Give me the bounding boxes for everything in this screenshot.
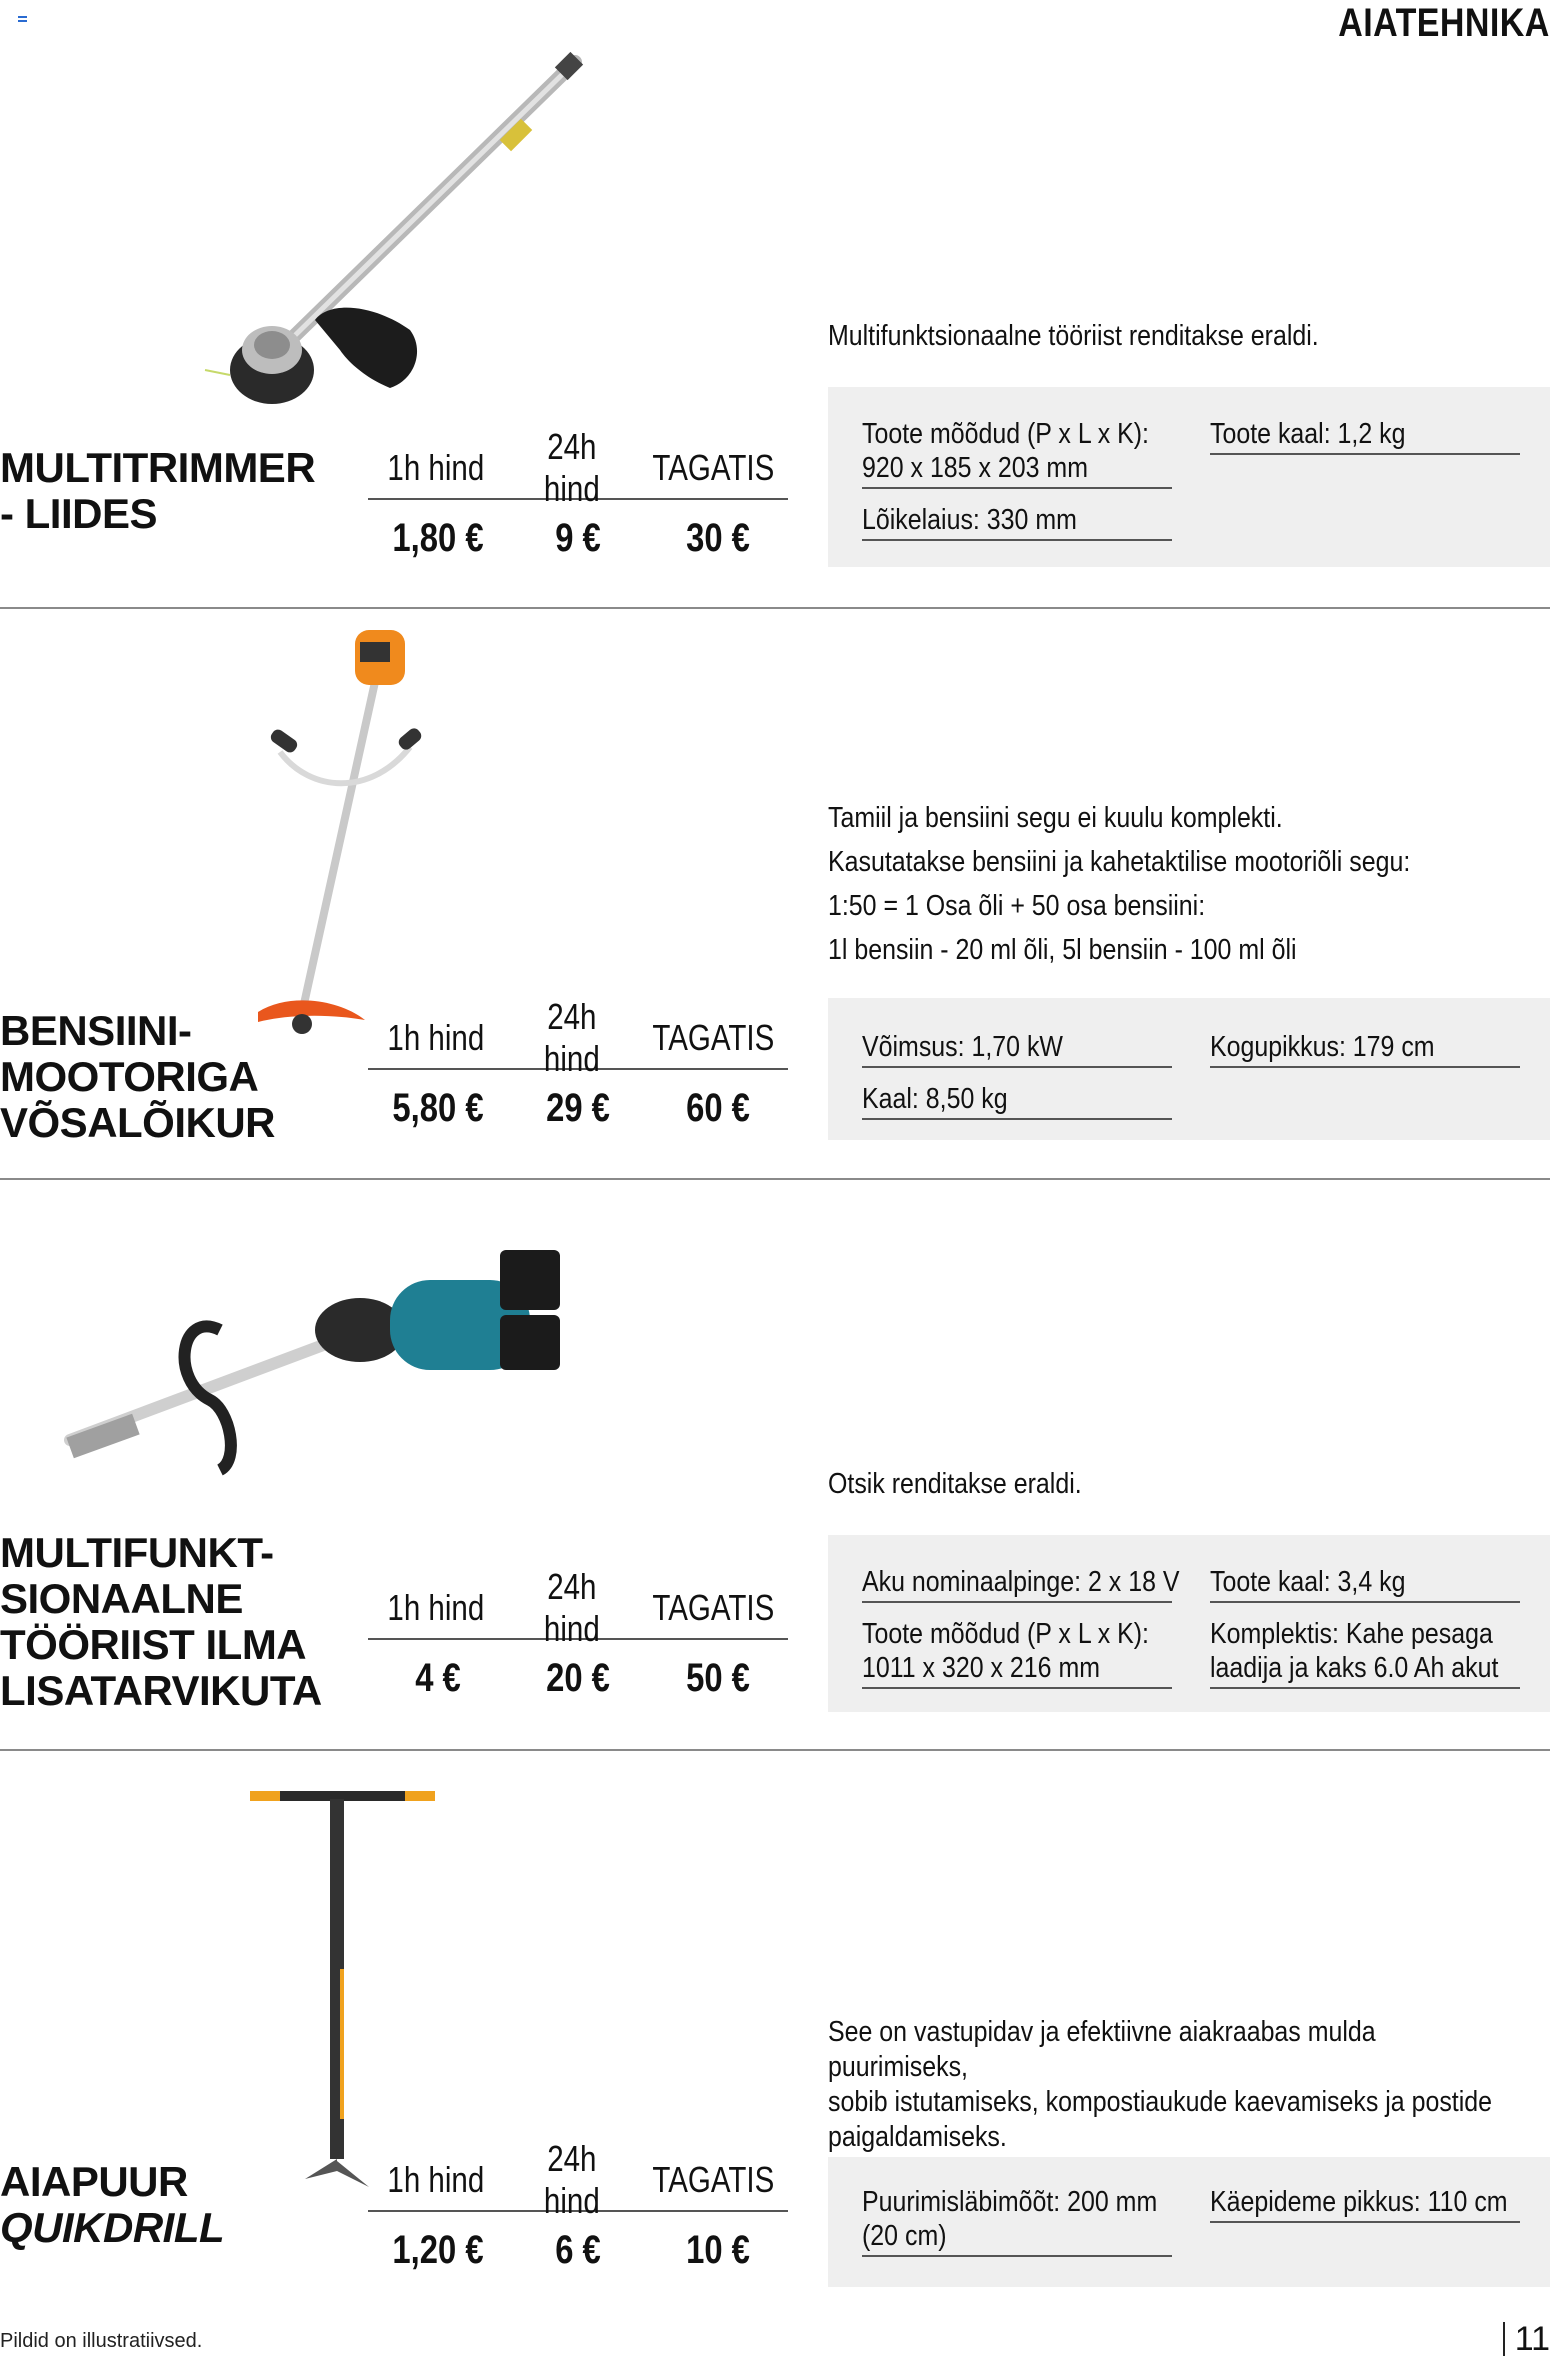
spec-box: [828, 998, 1550, 1140]
price-24h: 29 €: [546, 1085, 610, 1130]
product-description: [828, 1462, 1516, 1506]
header-deposit: TAGATIS: [652, 2159, 775, 2200]
product-name: [0, 1008, 275, 1146]
section-divider: [0, 607, 1550, 609]
spec-item: Kaal: 8,50 kg: [862, 1082, 1172, 1120]
description-line: paigaldamiseks.: [828, 2121, 1007, 2153]
price-deposit: 50 €: [686, 1655, 750, 1700]
garden-drill-image: [245, 1789, 445, 2199]
description-line: Tamiil ja bensiini segu ei kuulu komplekti.: [828, 802, 1283, 834]
price-deposit: 10 €: [686, 2227, 750, 2272]
product-name-line: - LIIDES: [0, 490, 158, 537]
price-table: [368, 996, 788, 1146]
header-24h-price: 24h hind: [543, 996, 600, 1079]
product-name-line: SIONAALNE: [0, 1575, 243, 1622]
header-deposit: TAGATIS: [652, 1017, 775, 1058]
spec-item: Lõikelaius: 330 mm: [862, 503, 1172, 541]
header-deposit: TAGATIS: [652, 1587, 775, 1628]
spec-item: Toote mõõdud (P x L x K): 1011 x 320 x 216 mm: [862, 1617, 1172, 1689]
price-table: [368, 426, 788, 576]
product-name-line: BENSIINI-: [0, 1007, 192, 1054]
product-name-line: MULTIFUNKT-: [0, 1529, 274, 1576]
product-section-multitool: [0, 1180, 1550, 1750]
price-1h: 5,80 €: [392, 1085, 484, 1130]
description-line: 1:50 = 1 Osa õli + 50 osa bensiini:: [828, 890, 1206, 922]
spec-item: Komplektis: Kahe pesaga laadija ja kaks 6.0 Ah akut: [1210, 1617, 1520, 1689]
price-deposit: 30 €: [686, 515, 750, 560]
product-name: [0, 1530, 322, 1714]
header-1h-price: 1h hind: [387, 1017, 485, 1058]
page-number: 11: [1503, 2322, 1550, 2356]
price-1h: 1,20 €: [392, 2227, 484, 2272]
description-line: See on vastupidav ja efektiivne aiakraabas mulda puurimiseks,: [828, 2016, 1376, 2083]
header-24h-price: 24h hind: [543, 1566, 600, 1649]
header-24h-price: 24h hind: [543, 2138, 600, 2221]
price-deposit: 60 €: [686, 1085, 750, 1130]
page-title: AIATEHNIKA: [1338, 1, 1550, 45]
spec-box: [828, 1535, 1550, 1712]
spec-item: Toote kaal: 1,2 kg: [1210, 417, 1520, 455]
price-24h: 20 €: [546, 1655, 610, 1700]
price-table: [368, 1566, 788, 1716]
price-1h: 1,80 €: [392, 515, 484, 560]
spec-item: Võimsus: 1,70 kW: [862, 1030, 1172, 1068]
description-line: 1l bensiin - 20 ml õli, 5l bensiin - 100 ml õli: [828, 934, 1297, 966]
product-description: [828, 796, 1516, 972]
multitool-image: [60, 1230, 640, 1500]
product-section-brushcutter: [0, 610, 1550, 1180]
header-1h-price: 1h hind: [387, 1587, 485, 1628]
spec-item: Toote mõõdud (P x L x K): 920 x 185 x 203 mm: [862, 417, 1172, 489]
product-name: [0, 2159, 224, 2251]
spec-item: Puurimisläbimõõt: 200 mm (20 cm): [862, 2185, 1172, 2257]
price-table: [368, 2138, 788, 2288]
spec-item: Käepideme pikkus: 110 cm: [1210, 2185, 1520, 2223]
product-description: [828, 2015, 1516, 2155]
product-name-line: VÕSALÕIKUR: [0, 1099, 276, 1146]
product-name-line: LISATARVIKUTA: [0, 1667, 322, 1714]
spec-box: [828, 387, 1550, 567]
product-name-line: QUIKDRILL: [0, 2204, 225, 2251]
footer-note: Pildid on illustratiivsed.: [0, 2330, 203, 2352]
price-24h: 9 €: [555, 515, 601, 560]
spec-item: Toote kaal: 3,4 kg: [1210, 1565, 1520, 1603]
product-description: [828, 314, 1516, 358]
spec-box: [828, 2157, 1550, 2287]
product-section-multitrimmer: [0, 0, 1550, 570]
product-name-line: MOOTORIGA: [0, 1053, 259, 1100]
header-1h-price: 1h hind: [387, 2159, 485, 2200]
price-24h: 6 €: [555, 2227, 601, 2272]
product-name: [0, 445, 315, 537]
description-line: sobib istutamiseks, kompostiaukude kaevamiseks ja postide: [828, 2086, 1493, 2118]
brushcutter-image: [250, 622, 440, 1062]
product-name-line: TÖÖRIIST ILMA: [0, 1621, 307, 1668]
multitrimmer-image: [200, 50, 600, 440]
description-line: Kasutatakse bensiini ja kahetaktilise mootoriõli segu:: [828, 846, 1411, 878]
description-line: Otsik renditakse eraldi.: [828, 1468, 1082, 1500]
spec-item: Kogupikkus: 179 cm: [1210, 1030, 1520, 1068]
header-24h-price: 24h hind: [543, 426, 600, 509]
product-name-line: AIAPUUR: [0, 2158, 188, 2205]
price-1h: 4 €: [415, 1655, 461, 1700]
product-section-drill: [0, 1751, 1550, 2321]
header-1h-price: 1h hind: [387, 447, 485, 488]
product-name-line: MULTITRIMMER: [0, 444, 316, 491]
header-deposit: TAGATIS: [652, 447, 775, 488]
spec-item: Aku nominaalpinge: 2 x 18 V: [862, 1565, 1172, 1603]
description-line: Multifunktsionaalne tööriist renditakse eraldi.: [828, 320, 1319, 352]
